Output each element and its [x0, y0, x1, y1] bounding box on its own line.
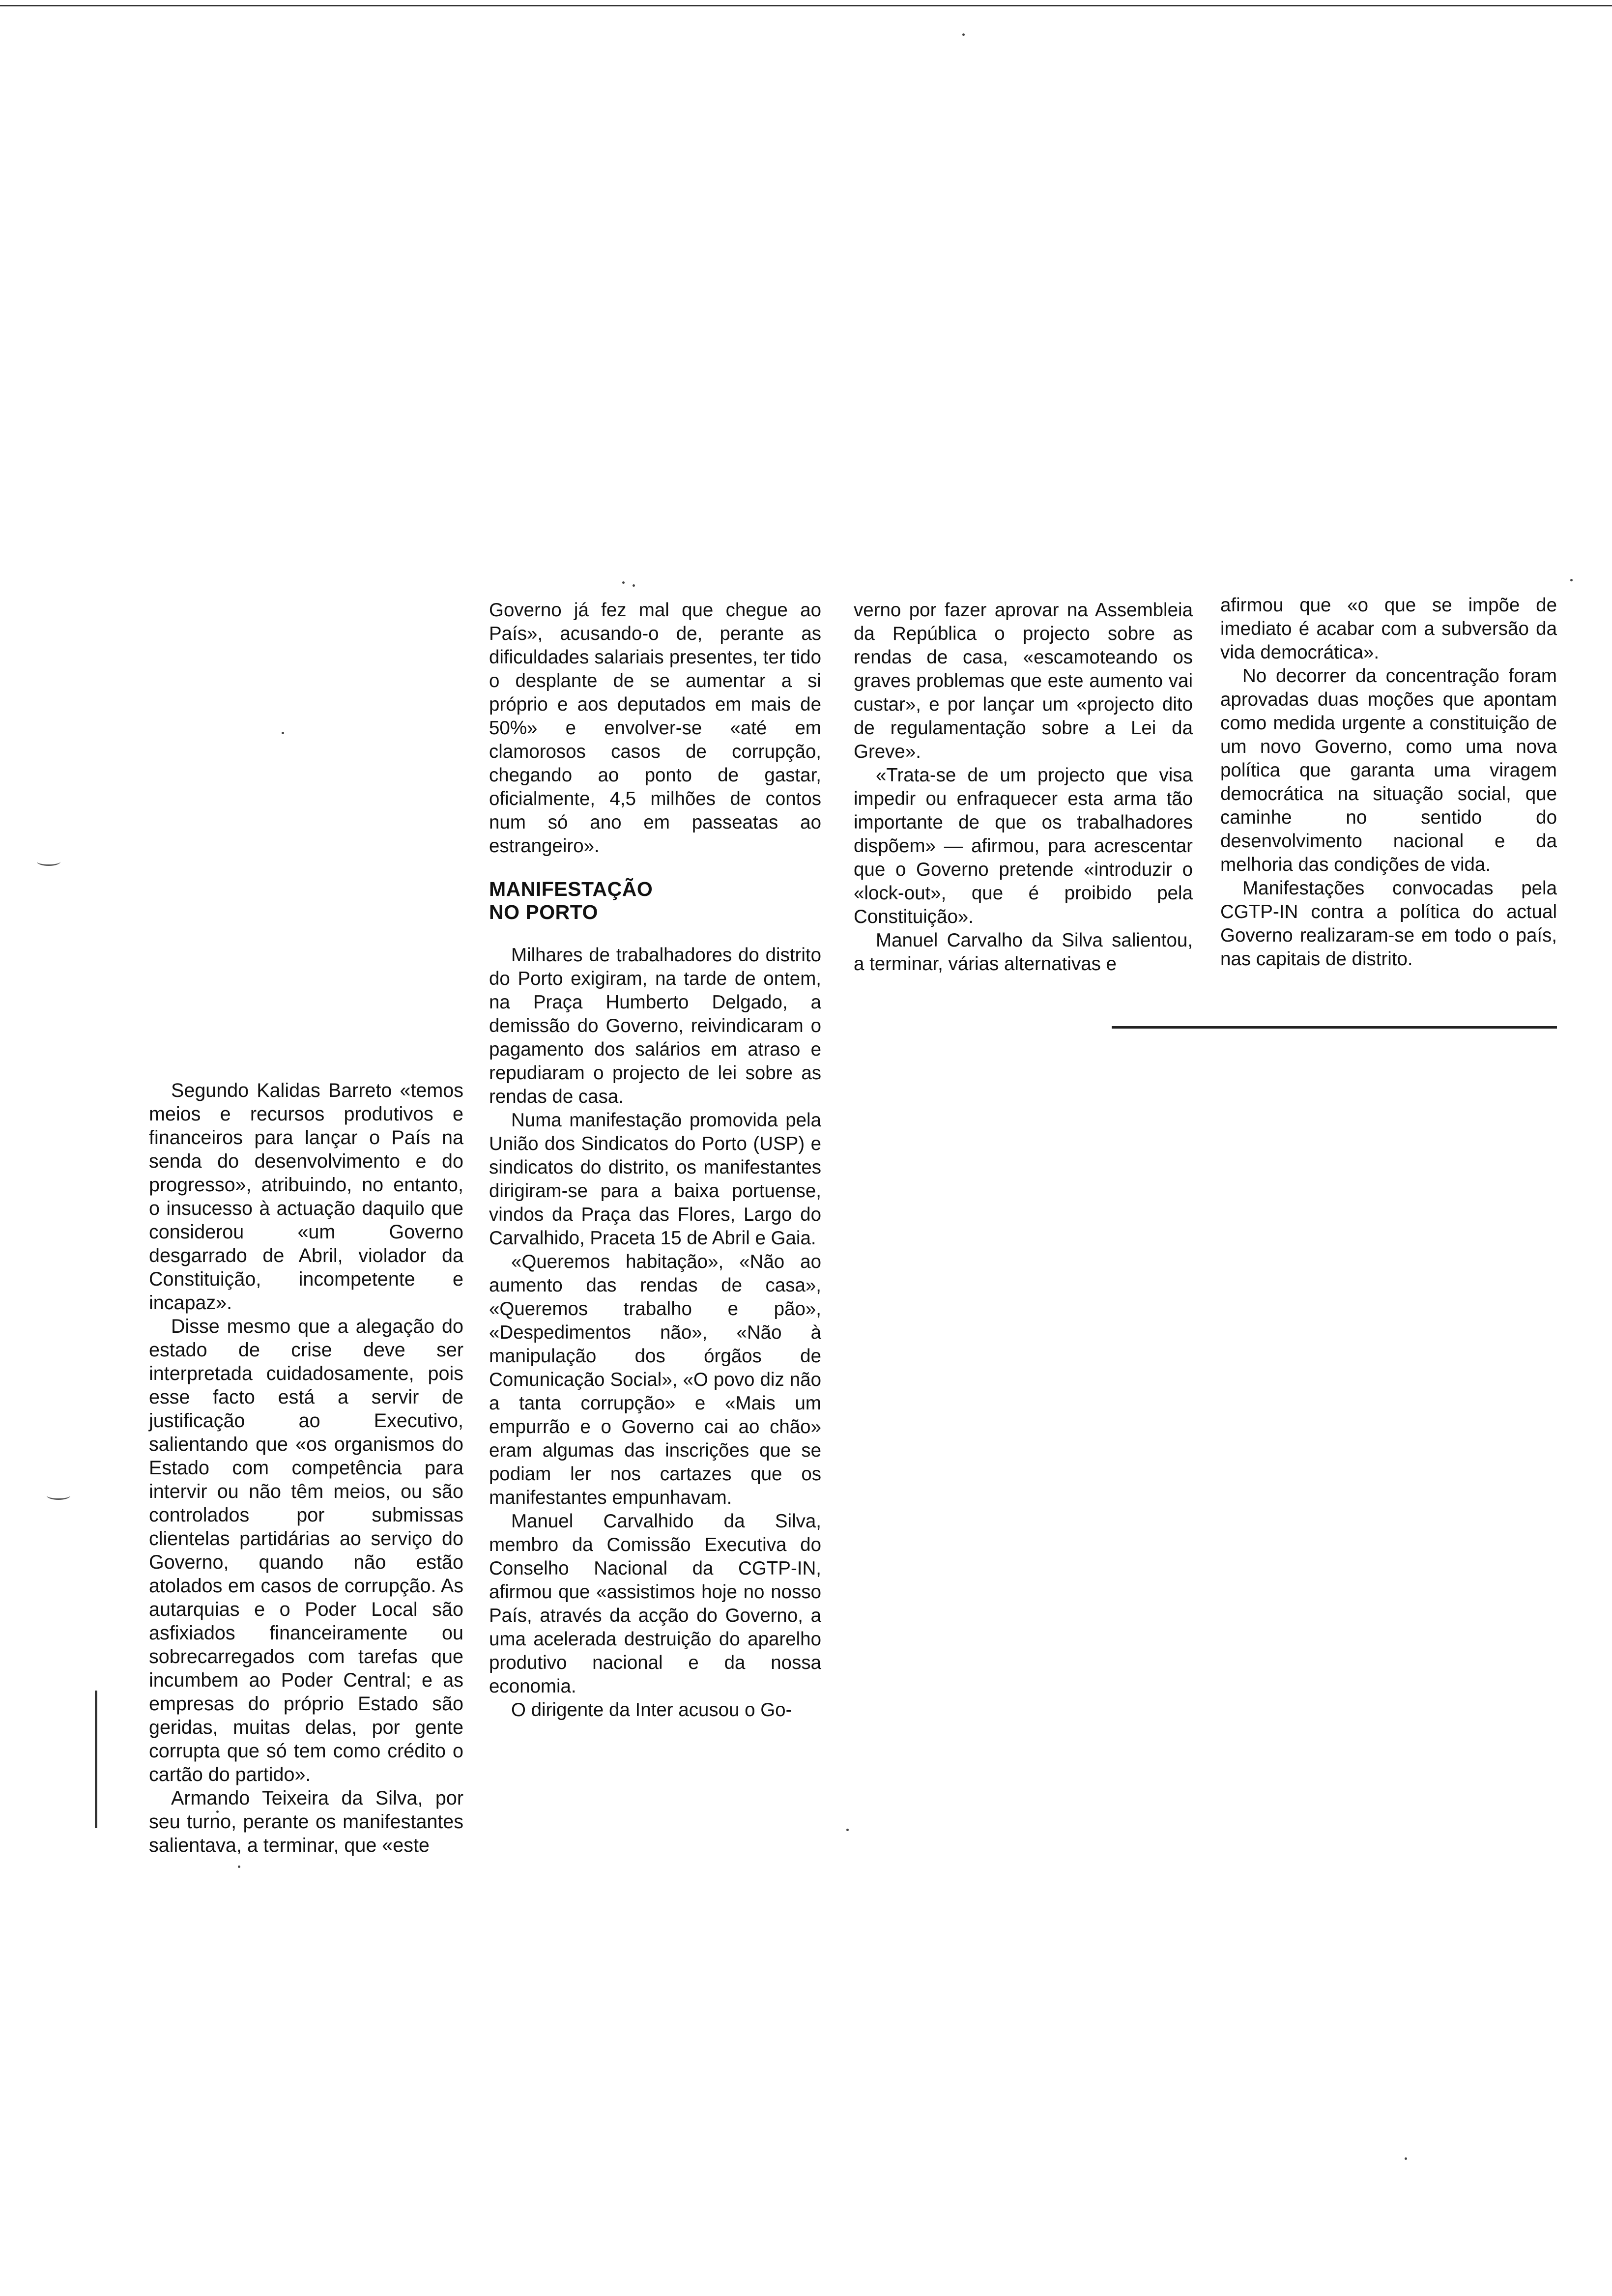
article-column-4: [1220, 594, 1557, 971]
paragraph-continued: verno por fazer aprovar na Assembleia da República o projecto sobre as rendas de casa, «escamoteando os graves problemas que este aumento vai custar», e por lançar um «projecto dito de regulamentação sobre a Lei da Greve».: [854, 600, 1193, 762]
scan-speck: [238, 1866, 240, 1868]
paragraph: Manuel Carvalho da Silva salientou, a terminar, várias alternativas e: [854, 930, 1193, 975]
scan-margin-line: [95, 1691, 97, 1828]
paragraph: Numa manifestação promovida pela União dos Sindicatos do Porto (USP) e sindicatos do distrito, os manifestantes dirigiram-se para a baixa portuense, vindos da Praça das Flores, Largo do Carvalhido, Praceta 15 de Abril e Gaia.: [489, 1110, 821, 1249]
scan-speck: [1405, 2157, 1407, 2160]
scan-mark: [37, 858, 60, 866]
paragraph: «Queremos habitação», «Não ao aumento das rendas de casa», «Queremos trabalho e pão», «Despedimentos não», «Não à manipulação dos órgãos de Comunicação Social», «O povo diz não a tanta corrupção» e «Mais um empurrão e o Governo cai ao chão» eram algumas das inscrições que se podiam ler nos cartazes que os manifestantes empunhavam.: [489, 1251, 821, 1508]
article-end-rule: [1112, 1026, 1557, 1029]
article-column-3: [854, 599, 1193, 976]
article-column-1: [149, 1079, 463, 1857]
scan-speck: [633, 584, 635, 587]
subheading-line: NO PORTO: [489, 901, 598, 923]
scan-speck: [846, 1829, 849, 1831]
paragraph: Segundo Kalidas Barreto «temos meios e recursos produtivos e financeiros para lançar o País na senda do desenvolvimento e do progresso», atribuindo, no entanto, o insucesso à actuação daquilo que considerou «um Governo desgarrado de Abril, violador da Constituição, incompetente e incapaz».: [149, 1080, 463, 1314]
subheading: [489, 878, 821, 924]
paragraph-continued: afirmou que «o que se impõe de imediato é acabar com a subversão da vida democrática».: [1220, 595, 1557, 663]
scan-speck: [1570, 579, 1573, 581]
article-column-2: [489, 599, 821, 1722]
paragraph: Manifestações convocadas pela CGTP-IN contra a política do actual Governo realizaram-se em todo o país, nas capitais de distrito.: [1220, 878, 1557, 970]
paragraph: O dirigente da Inter acusou o Go-: [511, 1699, 792, 1721]
paragraph-continued: Governo já fez mal que chegue ao País», acusando-o de, perante as dificuldades salariais presentes, ter tido o desplante de se aumentar a si próprio e aos deputados em mais de 50%» e envolver-se «até em clamorosos casos de corrupção, chegando ao ponto de gastar, oficialmente, 4,5 milhões de contos num só ano em passeatas ao estrangeiro».: [489, 600, 821, 857]
scan-mark: [47, 1492, 70, 1500]
scan-speck: [282, 732, 284, 734]
subheading-line: MANIFESTAÇÃO: [489, 878, 653, 900]
scan-speck: [622, 581, 625, 584]
paragraph: No decorrer da concentração foram aprovadas duas moções que apontam como medida urgente a constituição de um novo Governo, como uma nova política que garanta uma viragem democrática na situação social, que caminhe no sentido do desenvolvimento nacional e da melhoria das condições de vida.: [1220, 665, 1557, 875]
paragraph: Manuel Carvalhido da Silva, membro da Comissão Executiva do Conselho Nacional da CGTP-IN, afirmou que «assistimos hoje no nosso País, através da acção do Governo, a uma acelerada destruição do aparelho produtivo nacional e da nossa economia.: [489, 1511, 821, 1697]
paragraph: Disse mesmo que a alegação do estado de crise deve ser interpretada cuidadosamente, pois esse facto está a servir de justificação ao Executivo, salientando que «os organismos do Estado com competência para intervir ou não têm meios, ou são controlados por submissas clientelas partidárias ao serviço do Governo, quando não estão atolados em casos de corrupção. As autarquias e o Poder Local são asfixiados financeiramente ou sobrecarregados com tarefas que incumbem ao Poder Central; e as empresas do próprio Estado são geridas, muitas delas, por gente corrupta que só tem como crédito o cartão do partido».: [149, 1316, 463, 1785]
paragraph: Milhares de trabalhadores do distrito do Porto exigiram, na tarde de ontem, na Praça Humberto Delgado, a demissão do Governo, reivindicaram o pagamento dos salários em atraso e repudiaram o projecto de lei sobre as rendas de casa.: [489, 945, 821, 1107]
paragraph: «Trata-se de um projecto que visa impedir ou enfraquecer esta arma tão importante de que os trabalhadores dispõem» — afirmou, para acrescentar que o Governo pretende «introduzir o «lock-out», que é proibido pela Constituição».: [854, 765, 1193, 927]
scan-speck: [962, 33, 965, 36]
page-top-rule: [0, 5, 1612, 6]
paragraph: Armando Teixeira da Silva, por seu turno, perante os manifestantes salientava, a terminar, que «este: [149, 1787, 463, 1856]
